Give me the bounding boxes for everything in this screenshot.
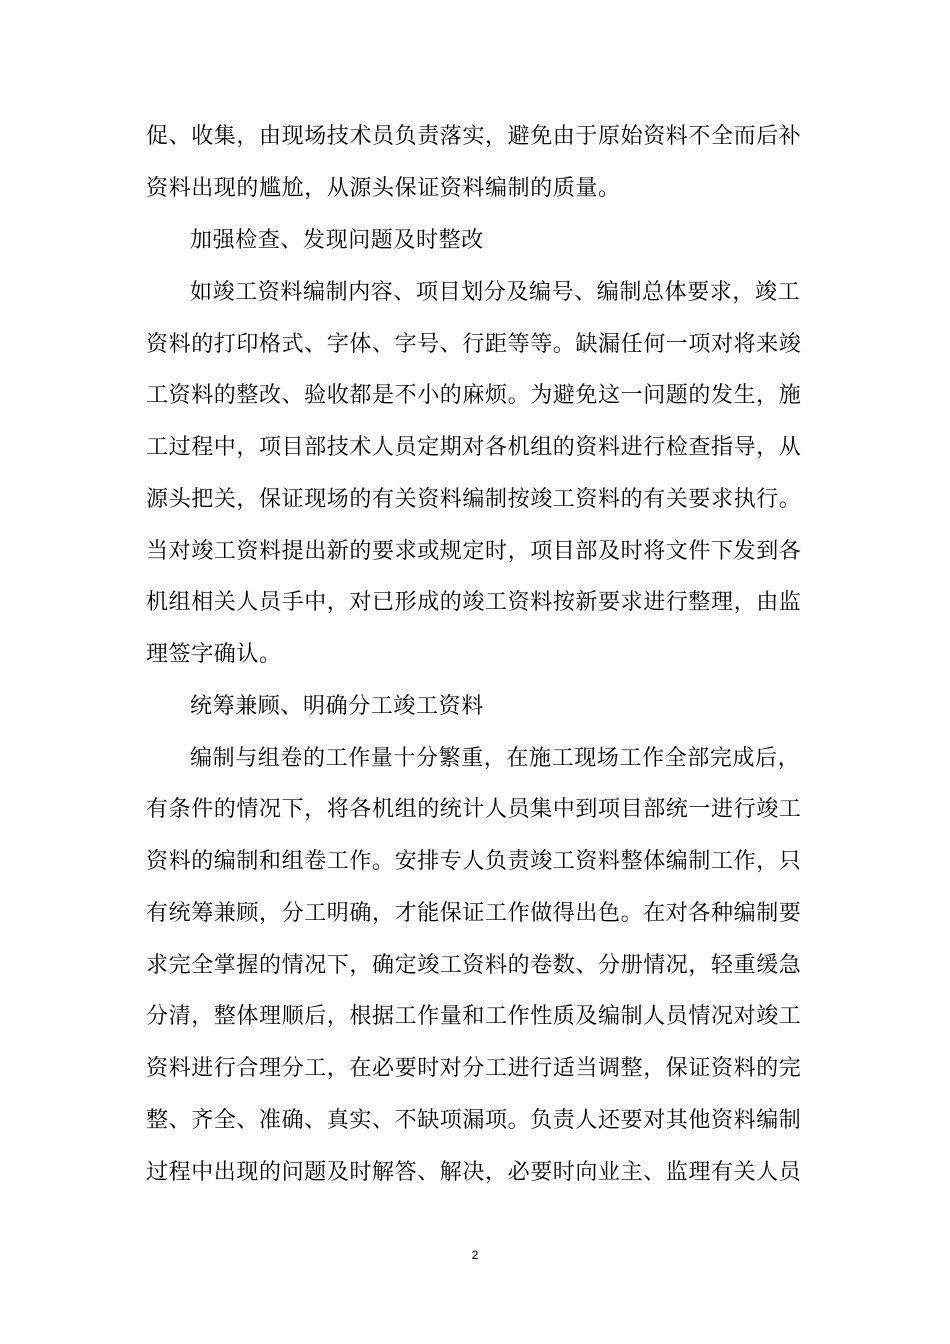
text-line-2: 资料出现的尴尬，从源头保证资料编制的质量。 — [146, 176, 621, 201]
text-line-18: 分清，整体理顺后，根据工作量和工作性质及编制人员情况对竣工 — [146, 1004, 802, 1029]
text-line-9: 当对竣工资料提出新的要求或规定时，项目部及时将文件下发到各 — [146, 539, 802, 564]
text-line-4: 如竣工资料编制内容、项目划分及编号、编制总体要求，竣工 — [190, 280, 801, 305]
text-line-21: 过程中出现的问题及时解答、解决，必要时向业主、监理有关人员 — [146, 1160, 802, 1185]
text-line-20: 整、齐全、准确、真实、不缺项漏项。负责人还要对其他资料编制 — [146, 1108, 802, 1133]
text-line-10: 机组相关人员手中，对已形成的竣工资料按新要求进行整理，由监 — [146, 590, 802, 615]
text-line-15: 资料的编制和组卷工作。安排专人负责竣工资料整体编制工作，只 — [146, 849, 802, 874]
text-line-5: 资料的打印格式、字体、字号、行距等等。缺漏任何一项对将来竣 — [146, 332, 802, 357]
text-line-17: 求完全掌握的情况下，确定竣工资料的卷数、分册情况，轻重缓急 — [146, 953, 802, 978]
section-heading-inspection: 加强检查、发现问题及时整改 — [190, 228, 484, 253]
text-line-7: 工过程中，项目部技术人员定期对各机组的资料进行检查指导，从 — [146, 435, 802, 460]
text-line-11: 理签字确认。 — [146, 642, 282, 667]
text-line-19: 资料进行合理分工，在必要时对分工进行适当调整，保证资料的完 — [146, 1056, 802, 1081]
section-heading-coordination: 统筹兼顾、明确分工竣工资料 — [190, 694, 484, 719]
text-line-8: 源头把关，保证现场的有关资料编制按竣工资料的有关要求执行。 — [146, 487, 802, 512]
text-line-6: 工资料的整改、验收都是不小的麻烦。为避免这一问题的发生，施 — [146, 383, 802, 408]
page-number: 2 — [471, 1248, 479, 1262]
text-line-13: 编制与组卷的工作量十分繁重，在施工现场工作全部完成后， — [190, 746, 801, 771]
text-line-16: 有统筹兼顾，分工明确，才能保证工作做得出色。在对各种编制要 — [146, 901, 802, 926]
text-line-14: 有条件的情况下，将各机组的统计人员集中到项目部统一进行竣工 — [146, 797, 802, 822]
text-line-1: 促、收集，由现场技术员负责落实，避免由于原始资料不全而后补 — [146, 124, 802, 149]
